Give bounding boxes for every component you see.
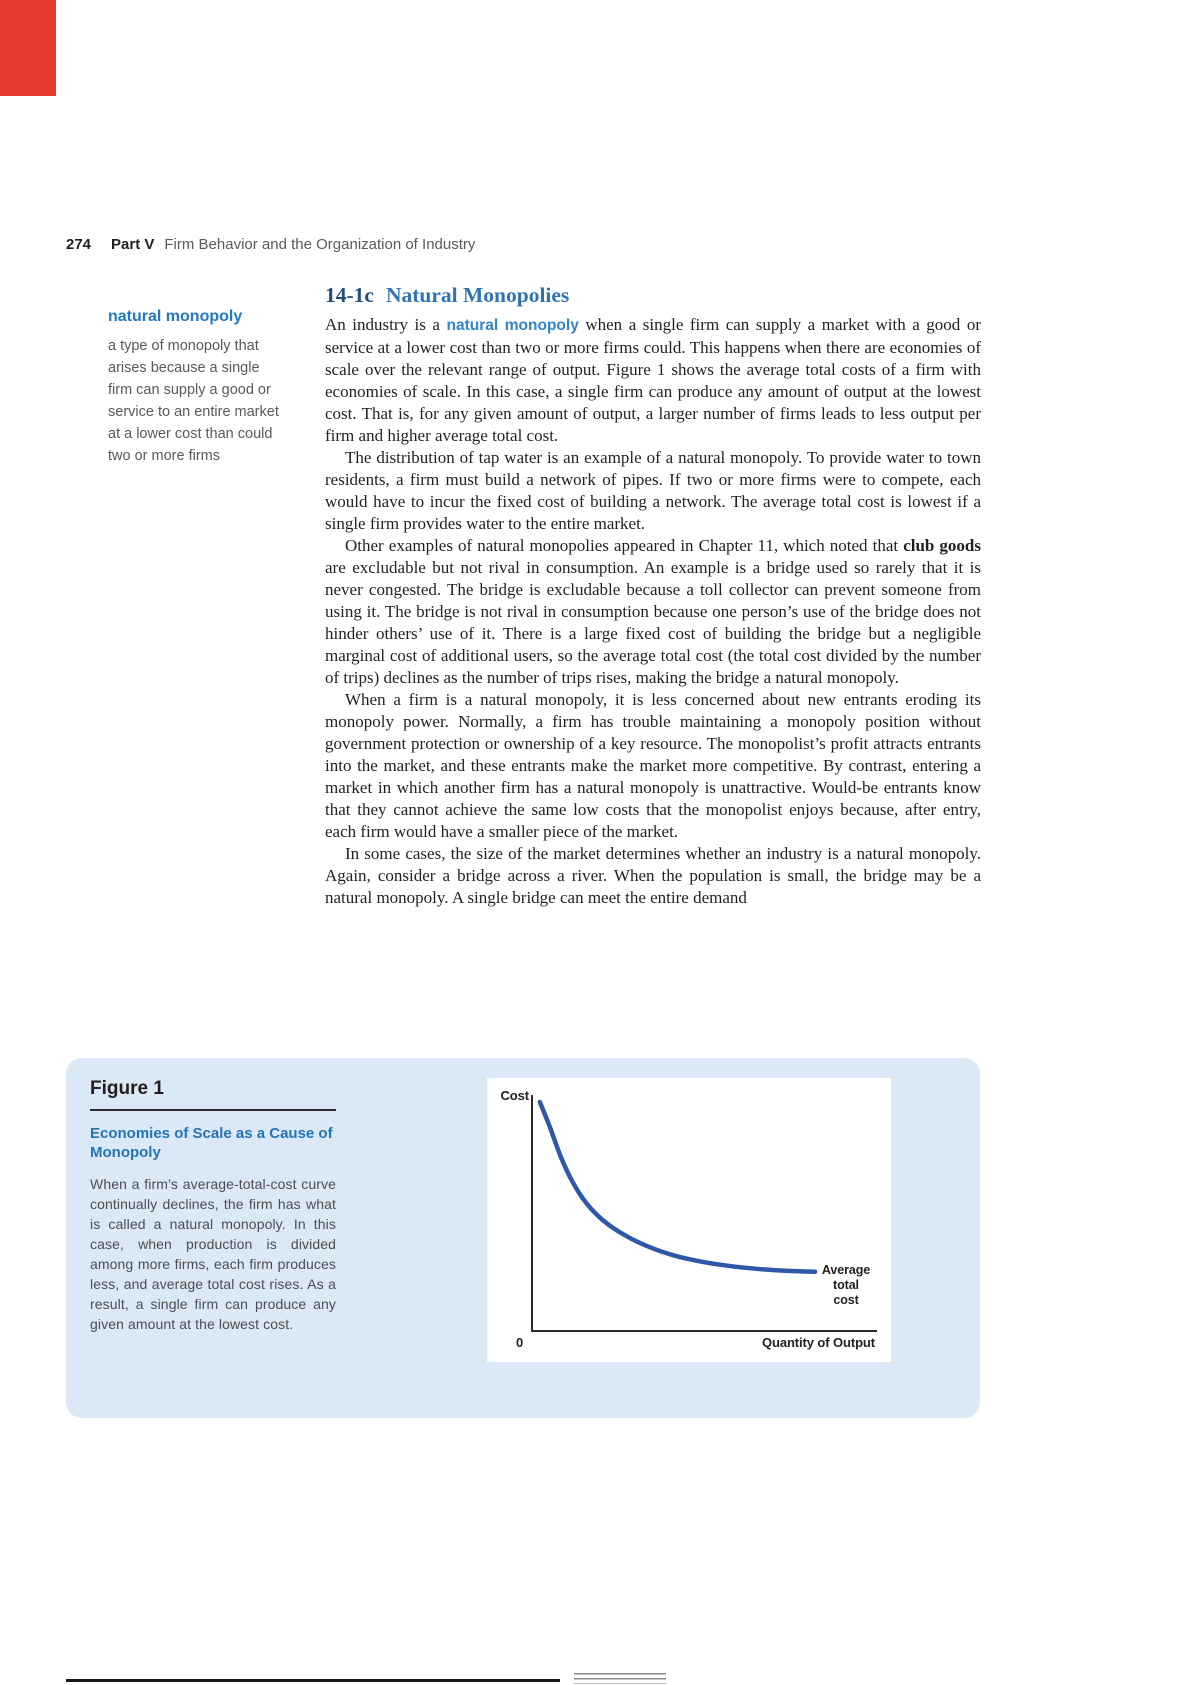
average-total-cost-curve bbox=[540, 1102, 815, 1272]
atc-chart-panel bbox=[487, 1078, 891, 1362]
text-segment: In some cases, the size of the market determines whether an industry is a natural monopoly. Again, consider a bridge across a river. When the population is small, the bridge may be a natural monopoly. A single bridge can meet the entire demand bbox=[325, 844, 981, 907]
margin-term-definition: a type of monopoly that arises because a single firm can supply a good or service to an entire market at a lower cost than could two or more firms bbox=[108, 338, 279, 464]
curve-label-line: cost bbox=[833, 1293, 859, 1307]
curve-label-average-total-cost bbox=[819, 1263, 873, 1308]
cropped-text-fragment bbox=[574, 1673, 666, 1684]
body-paragraph bbox=[325, 535, 981, 689]
body-paragraph bbox=[325, 314, 981, 447]
text-segment: are excludable but not rival in consumption. An example is a bridge used so rarely that it is never congested. The bridge is excludable because a toll collector can prevent someone from using it. The bridge is not rival in consumption because one person’s use of the bridge does not hinder others’ use of it. There is a large fixed cost of building the bridge but a negligible marginal cost of additional users, so the average total cost (the total cost divided by the number of trips) declines as the number of trips rises, making the bridge a natural monopoly. bbox=[325, 558, 981, 687]
cropped-bottom-rule bbox=[66, 1679, 560, 1682]
margin-term: natural monopoly bbox=[108, 308, 243, 325]
origin-label: 0 bbox=[516, 1335, 524, 1350]
text-segment: natural monopoly bbox=[446, 317, 579, 334]
body-paragraph bbox=[325, 447, 981, 535]
text-segment: club goods bbox=[903, 536, 982, 555]
text-segment: When a firm is a natural monopoly, it is less concerned about new entrants eroding its monopoly power. Normally, a firm has trouble maintaining a monopoly position without government protection or ownership of a key resource. The monopolist’s profit attracts entrants into the market, and these entrants make the market more competitive. By contrast, entering a market in which another firm has a natural monopoly is unattractive. Would-be entrants know that they cannot achieve the same low costs that the monopolist enjoys because, after entry, each firm would have a smaller piece of the market. bbox=[325, 690, 981, 841]
body-paragraph bbox=[325, 689, 981, 843]
main-text-column bbox=[325, 282, 981, 909]
text-segment: The distribution of tap water is an example of a natural monopoly. To provide water to town residents, a firm must build a network of pipes. If two or more firms were to compete, each would have to incur the fixed cost of building a network. The average total cost is lowest if a single firm provides water to the entire market. bbox=[325, 448, 981, 533]
section-heading bbox=[325, 282, 981, 308]
figure-label: Figure 1 bbox=[90, 1078, 336, 1111]
running-head bbox=[66, 236, 475, 253]
figure-1-box bbox=[66, 1058, 980, 1418]
curve-label-line: total bbox=[833, 1278, 859, 1292]
y-axis-label: Cost bbox=[500, 1088, 529, 1103]
page-number: 274 bbox=[66, 236, 92, 253]
figure-caption: When a firm’s average-total-cost curve continually declines, the firm has what is called a natural monopoly. In this case, when production is divided among more firms, each firm produces less, and average total cost rises. As a result, a single firm can produce any given amount at the lowest cost. bbox=[90, 1176, 336, 1332]
x-axis-label: Quantity of Output bbox=[761, 1335, 875, 1350]
figure-left-column bbox=[90, 1078, 336, 1334]
curve-label-line: Average bbox=[821, 1263, 871, 1277]
part-title: Firm Behavior and the Organization of Industry bbox=[164, 236, 476, 253]
text-segment: Other examples of natural monopolies appeared in Chapter 11, which noted that bbox=[345, 536, 904, 555]
figure-title: Economies of Scale as a Cause of Monopoly bbox=[90, 1125, 333, 1161]
margin-definition-note bbox=[108, 308, 282, 467]
page-corner-red-mark bbox=[0, 0, 56, 96]
section-number: 14-1c bbox=[325, 283, 374, 307]
body-paragraph bbox=[325, 843, 981, 909]
text-segment: when a single firm can supply a market with a good or service at a lower cost than two or more firms could. This happens when there are economies of scale over the relevant range of output. Figure 1 shows the average total costs of a firm with economies of scale. In this case, a single firm can produce any amount of output at the lowest cost. That is, for any given amount of output, a larger number of firms leads to less output per firm and higher average total cost. bbox=[325, 315, 981, 445]
body-paragraphs bbox=[325, 314, 981, 909]
part-label: Part V bbox=[111, 236, 155, 253]
section-title: Natural Monopolies bbox=[385, 283, 570, 307]
text-segment: An industry is a bbox=[325, 315, 447, 334]
